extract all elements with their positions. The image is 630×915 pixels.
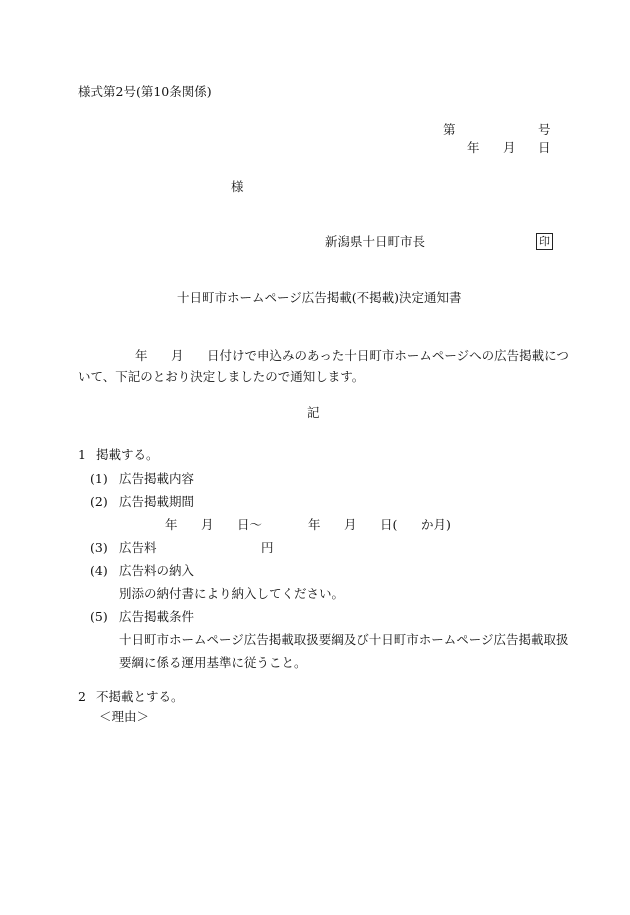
item5-text-1: 十日町市ホームページ広告掲載取扱要綱及び十日町市ホームページ広告掲載取扱 <box>119 632 569 647</box>
period-day-2: 日( <box>380 517 398 532</box>
period-day-1: 日～ <box>237 517 263 532</box>
item5-number: (5) <box>90 609 108 624</box>
reason-label: ＜理由＞ <box>99 709 150 724</box>
period-months: か月) <box>421 517 451 532</box>
section1-heading: 掲載する。 <box>96 447 159 462</box>
form-number: 様式第2号(第10条関係) <box>78 84 212 99</box>
item3-unit: 円 <box>261 540 274 555</box>
period-month-2: 月 <box>344 517 357 532</box>
item5-label: 広告掲載条件 <box>119 609 195 624</box>
ki-heading: 記 <box>307 405 320 420</box>
item5-text-2: 要綱に係る運用基準に従うこと。 <box>119 655 307 670</box>
body-year: 年 <box>135 348 148 363</box>
issuer-seal <box>536 233 553 250</box>
doc-no-prefix: 第 <box>443 122 456 137</box>
period-year-1: 年 <box>165 517 178 532</box>
period-month-1: 月 <box>201 517 214 532</box>
period-year-2: 年 <box>308 517 321 532</box>
item3-number: (3) <box>90 540 108 555</box>
item1-label: 広告掲載内容 <box>119 471 195 486</box>
document-title: 十日町市ホームページ広告掲載(不掲載)決定通知書 <box>177 290 462 305</box>
body-month: 月 <box>171 348 184 363</box>
item1-number: (1) <box>90 471 108 486</box>
item4-label: 広告料の納入 <box>119 563 195 578</box>
item2-label: 広告掲載期間 <box>119 494 195 509</box>
date-month: 月 <box>503 140 516 155</box>
item4-number: (4) <box>90 563 108 578</box>
item3-label: 広告料 <box>119 540 157 555</box>
doc-no-suffix: 号 <box>538 122 551 137</box>
body-line1: 日付けで申込みのあった十日町市ホームページへの広告掲載につ <box>207 348 569 363</box>
section1-number: 1 <box>78 447 86 462</box>
body-line2: いて、下記のとおり決定しましたので通知します。 <box>78 369 365 384</box>
addressee-suffix: 様 <box>231 179 244 194</box>
section2-number: 2 <box>78 689 86 704</box>
item4-text: 別添の納付書により納入してください。 <box>119 586 345 601</box>
issuer-name: 新潟県十日町市長 <box>325 234 426 249</box>
date-year: 年 <box>467 140 480 155</box>
section2-heading: 不掲載とする。 <box>96 689 184 704</box>
item2-number: (2) <box>90 494 108 509</box>
date-day: 日 <box>538 140 551 155</box>
seal-mark: 印 <box>536 233 553 250</box>
